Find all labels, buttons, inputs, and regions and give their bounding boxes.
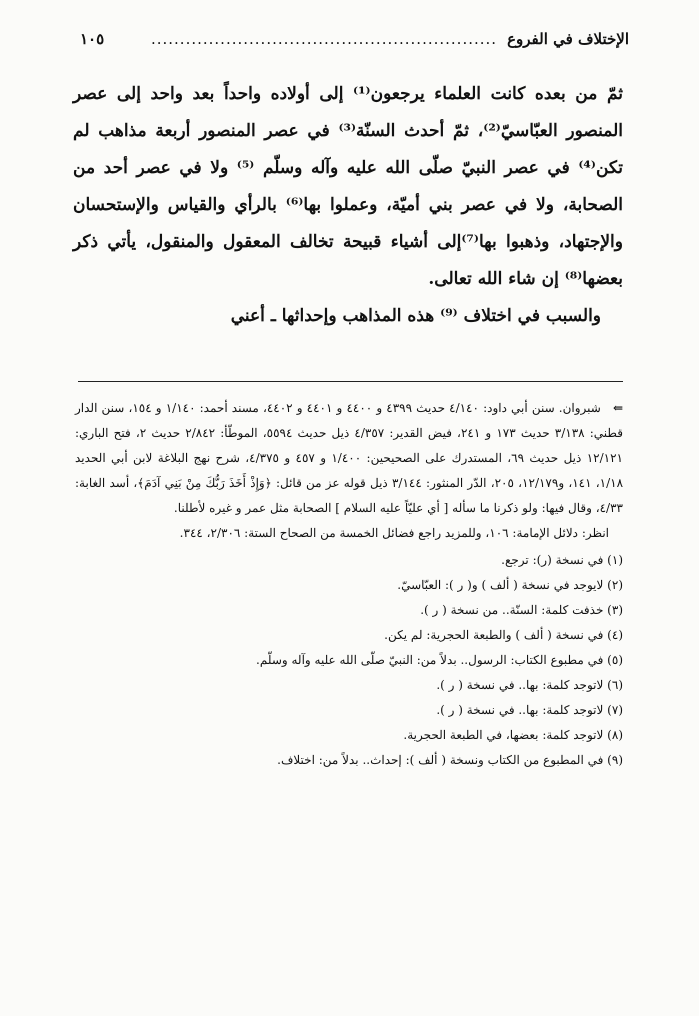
footnote-see-also: انظر: دلائل الإمامة: ١٠٦، وللمزيد راجع فضائل الخمسة من الصحاح الستة: ٢/٣٠٦، ٣٤٤. xyxy=(179,526,609,540)
footnote-item: (٦) لاتوجد كلمة: بها.. في نسخة ( ر ). xyxy=(436,678,623,692)
body-paragraph-2: والسبب في اختلاف ⁽⁹⁾ هذه المذاهب وإحداثها ـ أعني xyxy=(230,306,601,326)
footnote-item: (٨) لاتوجد كلمة: بعضها، في الطبعة الحجرية. xyxy=(403,728,623,742)
header-title: الإختلاف في الفروع xyxy=(507,30,629,48)
footnote-separator xyxy=(78,381,623,382)
footnotes-section xyxy=(75,396,623,773)
footnote-list xyxy=(75,548,623,773)
page-number: ١٠٥ xyxy=(80,30,105,48)
footnote-item: (٩) في المطبوع من الكتاب ونسخة ( ألف ): إحداث.. بدلاً من: اختلاف. xyxy=(277,753,623,767)
main-body-text xyxy=(73,76,623,335)
footnote-continuation-text: شبروان. سنن أبي داود: ٤/١٤٠ حديث ٤٣٩٩ و ٤٤٠٠ و ٤٤٠١ و ٤٤٠٢، مسند أحمد: ١/١٤٠ و ١٥٤، سنن الدار قطني: ٣/١٣٨ حديث ١٧٣ و ٢٤١، فيض القدير: ٤/٣٥٧ ذيل حديث ٥٥٩٤، الموطّأ: ٢/٨٤٢ حديث ٢، فتح الباري: ١٢/١٢١ ذيل حديث ٦٩، المستدرك على الصحيحين: ١/٤٠٠ و ٤٥٧ و ٤/٣٧٥، شرح نهج البلاغة لابن أبي الحديد ١/١٨، ١٤١، و١٢/١٧٩، ٢٠٥، الدّر المنثور: ٣/١٤٤ ذيل قوله عز من قائل: ﴿وَإِذْ أَخَذَ رَبُّكَ مِنْ بَنِي آدَمَ﴾، أسد الغابة: ٤/٣٣، وقال فيها: ولو ذكرنا ما سأله [ أي عليّاً عليه السلام ] الصحابة مثل عمر و غيره لأطلنا. xyxy=(75,401,624,515)
header-dot-leader: ............................................................ xyxy=(150,30,498,48)
footnote-item: (٣) خذفت كلمة: السنّة.. من نسخة ( ر ). xyxy=(420,603,623,617)
footnote-continuation xyxy=(75,396,623,521)
footnote-item: (٥) في مطبوع الكتاب: الرسول.. بدلاً من: النبيّ صلّى الله عليه وآله وسلّم. xyxy=(256,653,623,667)
continuation-arrow-icon: ⇐ xyxy=(612,401,623,415)
footnote-item: (٢) لايوجد في نسخة ( ألف ) و( ر ): العبّاسيّ. xyxy=(397,578,623,592)
footnote-item: (١) في نسخة (ر): ترجع. xyxy=(501,553,623,567)
body-paragraph-1: ثمّ من بعده كانت العلماء يرجعون⁽¹⁾ إلى أولاده واحداً بعد واحد إلى عصر المنصور العبّاسيّ⁽²⁾، ثمّ أحدث السنّة⁽³⁾ في عصر المنصور أربعة مذاهب لم تكن⁽⁴⁾ في عصر النبيّ صلّى الله عليه وآله وسلّم ⁽⁵⁾ ولا في عصر أحد من الصحابة، ولا في عصر بني أميّة، وعملوا بها⁽⁶⁾ بالرأي والقياس والإستحسان والإجتهاد، وذهبوا بها⁽⁷⁾إلى أشياء قبيحة تخالف المعقول والمنقول، يأتي ذكر بعضها⁽⁸⁾ إن شاء الله تعالى. xyxy=(73,84,624,289)
running-header xyxy=(80,30,629,48)
footnote-item: (٤) في نسخة ( ألف ) والطبعة الحجرية: لم يكن. xyxy=(384,628,623,642)
footnote-item: (٧) لاتوجد كلمة: بها.. في نسخة ( ر ). xyxy=(436,703,623,717)
